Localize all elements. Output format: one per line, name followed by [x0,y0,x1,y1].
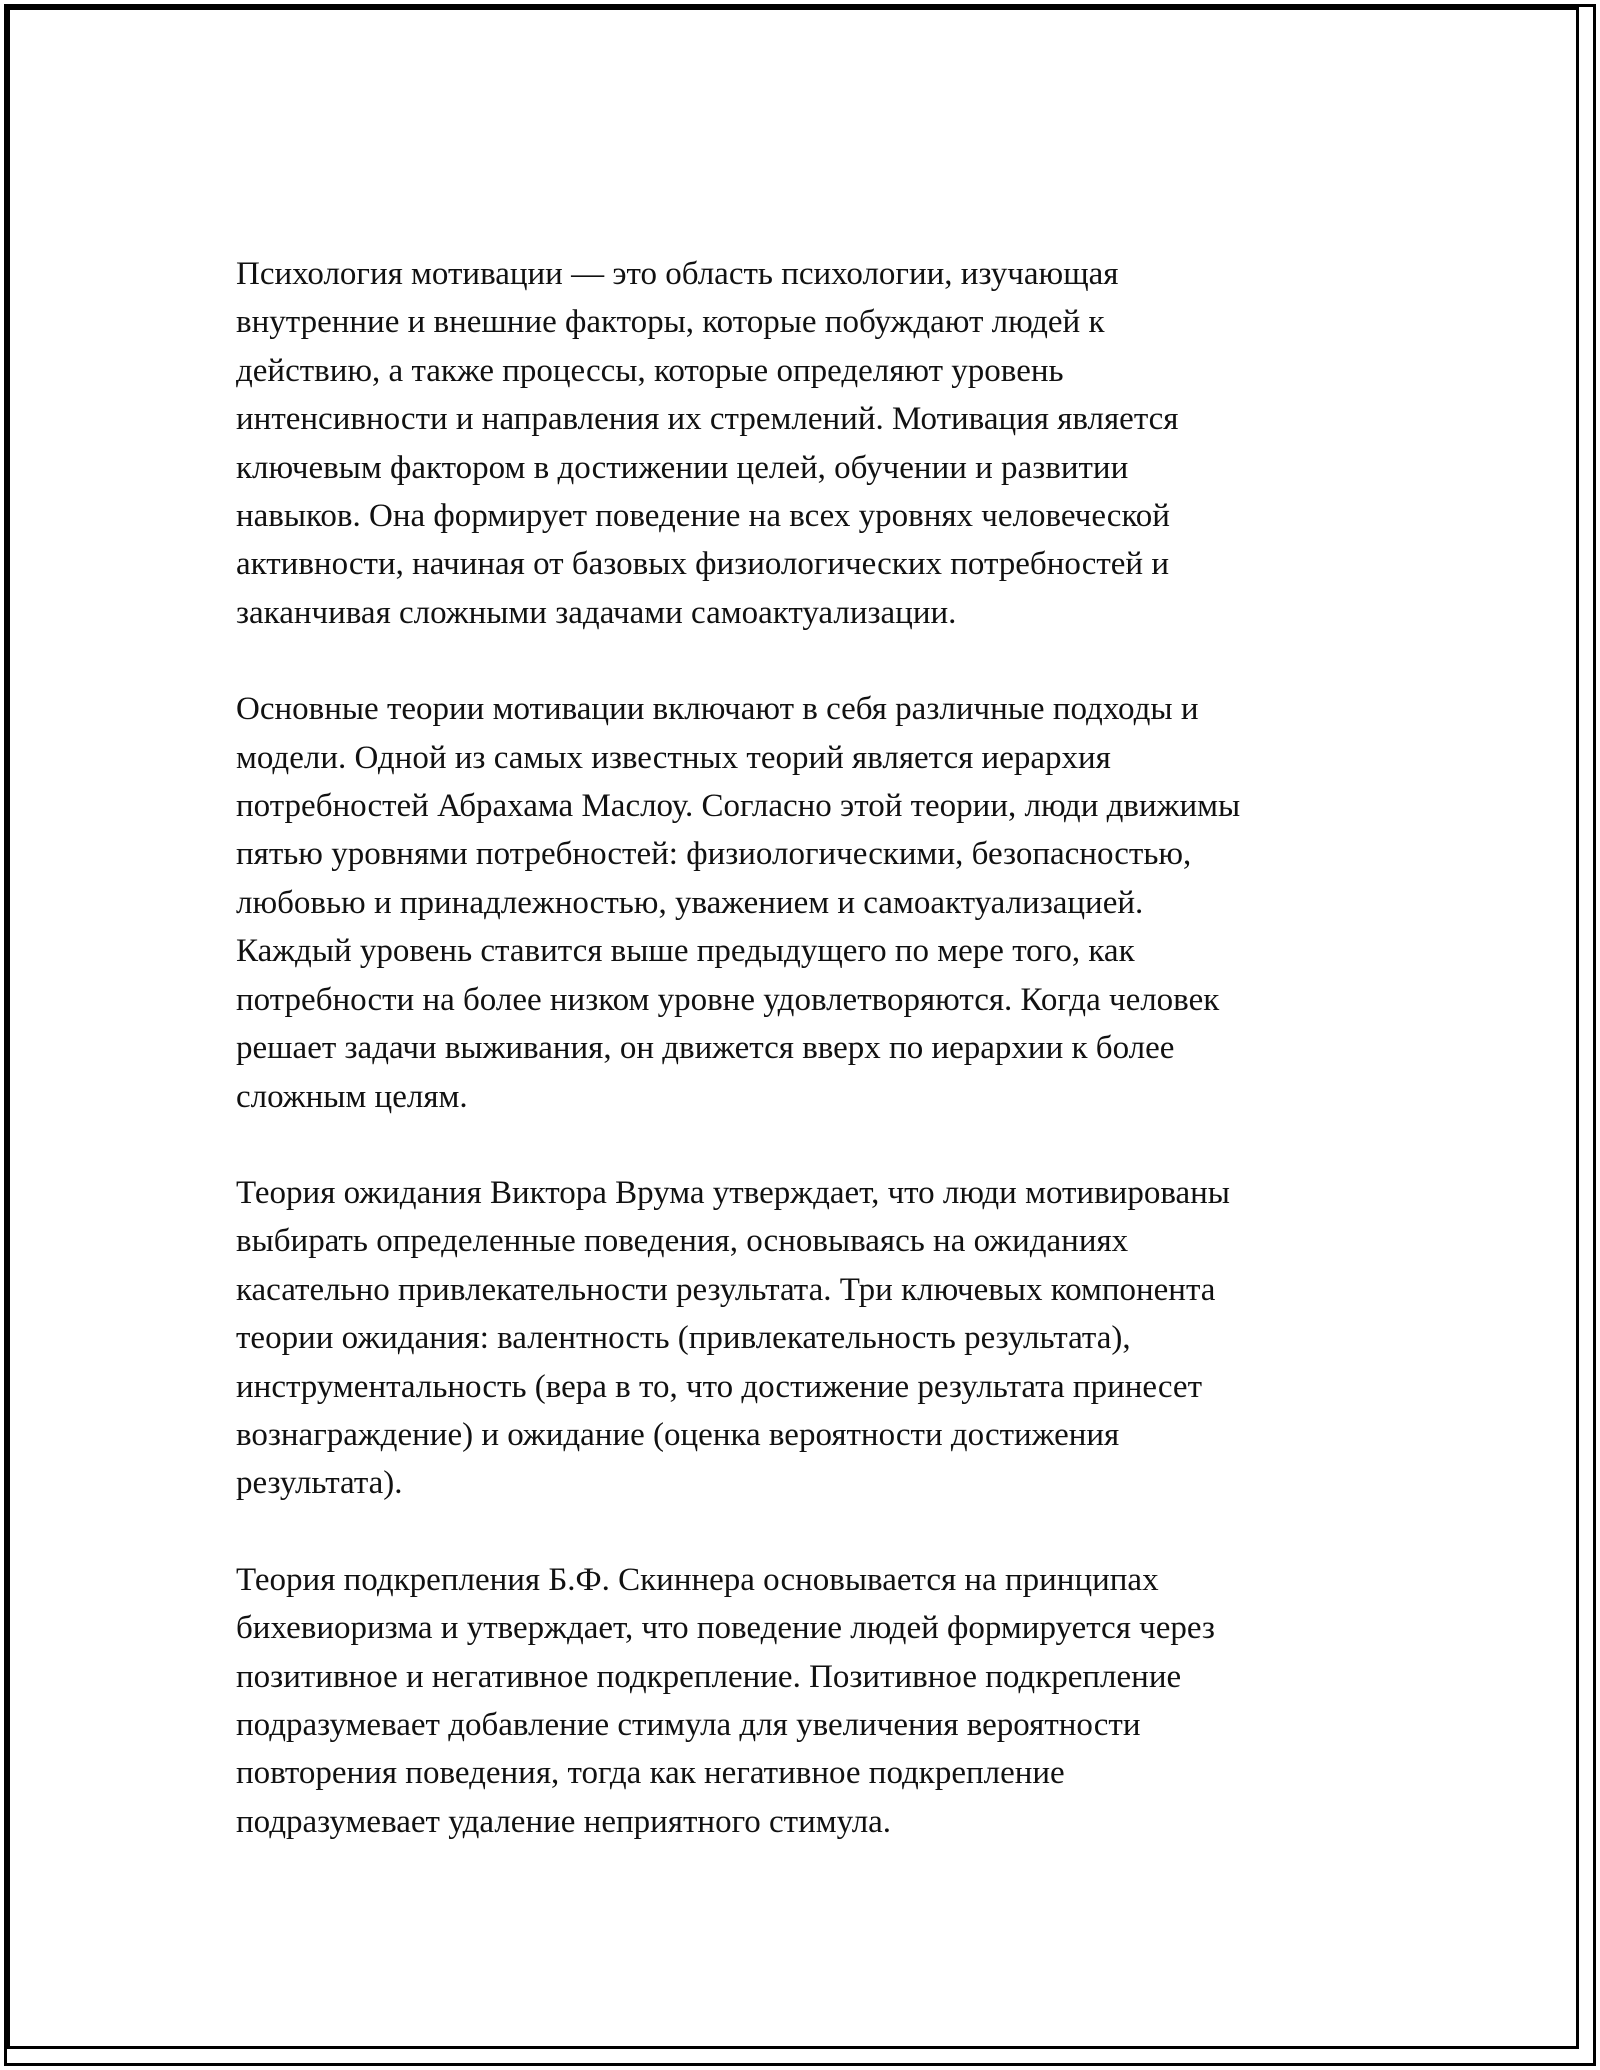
text-line: Основные теории мотивации включают в себя различные подходы и [236,691,1199,728]
text-line: вознаграждение) и ожидание (оценка вероятности достижения [236,1416,1120,1453]
text-line: подразумевает добавление стимула для увеличения вероятности [236,1706,1141,1743]
text-line: Психология мотивации — это область психологии, изучающая [236,256,1119,292]
text-line: повторения поведения, тогда как негативное подкрепление [236,1755,1065,1792]
paragraph-motivation-intro [236,250,1376,637]
text-line: навыков. Она формирует поведение на всех уровнях человеческой [236,498,1170,535]
text-line: интенсивности и направления их стремлений. Мотивация является [236,401,1179,438]
text-line: потребностей Абрахама Маслоу. Согласно этой теории, люди движимы [236,788,1241,825]
text-line: решает задачи выживания, он движется вверх по иерархии к более [236,1030,1175,1067]
document-body [236,250,1376,1894]
text-line: Теория ожидания Виктора Врума утверждает, что люди мотивированы [236,1174,1230,1211]
text-line: бихевиоризма и утверждает, что поведение людей формируется через [236,1610,1215,1647]
text-line: Теория подкрепления Б.Ф. Скиннера основывается на принципах [236,1561,1159,1598]
text-line: заканчивая сложными задачами самоактуализации. [236,594,957,631]
text-line: модели. Одной из самых известных теорий является иерархия [236,739,1111,776]
text-line: любовью и принадлежностью, уважением и самоактуализацией. [236,884,1144,921]
text-line: касательно привлекательности результата. Три ключевых компонента [236,1271,1216,1308]
paragraph-maslow [236,685,1376,1121]
text-line: внутренние и внешние факторы, которые побуждают людей к [236,304,1105,341]
text-line: сложным целям. [236,1078,468,1115]
text-line: выбирать определенные поведения, основываясь на ожиданиях [236,1223,1129,1260]
paragraph-vroom [236,1169,1376,1508]
text-line: потребности на более низком уровне удовлетворяются. Когда человек [236,981,1220,1018]
paragraph-skinner [236,1556,1376,1846]
text-line: активности, начиная от базовых физиологических потребностей и [236,546,1169,583]
text-line: Каждый уровень ставится выше предыдущего по мере того, как [236,933,1135,970]
text-line: теории ожидания: валентность (привлекательность результата), [236,1320,1131,1357]
text-line: результата). [236,1465,403,1502]
text-line: ключевым фактором в достижении целей, обучении и развитии [236,449,1129,486]
text-line: действию, а также процессы, которые определяют уровень [236,352,1064,389]
text-line: подразумевает удаление неприятного стимула. [236,1803,892,1840]
text-line: пятью уровнями потребностей: физиологическими, безопасностью, [236,836,1192,873]
text-line: позитивное и негативное подкрепление. Позитивное подкрепление [236,1658,1182,1695]
text-line: инструментальность (вера в то, что достижение результата принесет [236,1368,1202,1405]
